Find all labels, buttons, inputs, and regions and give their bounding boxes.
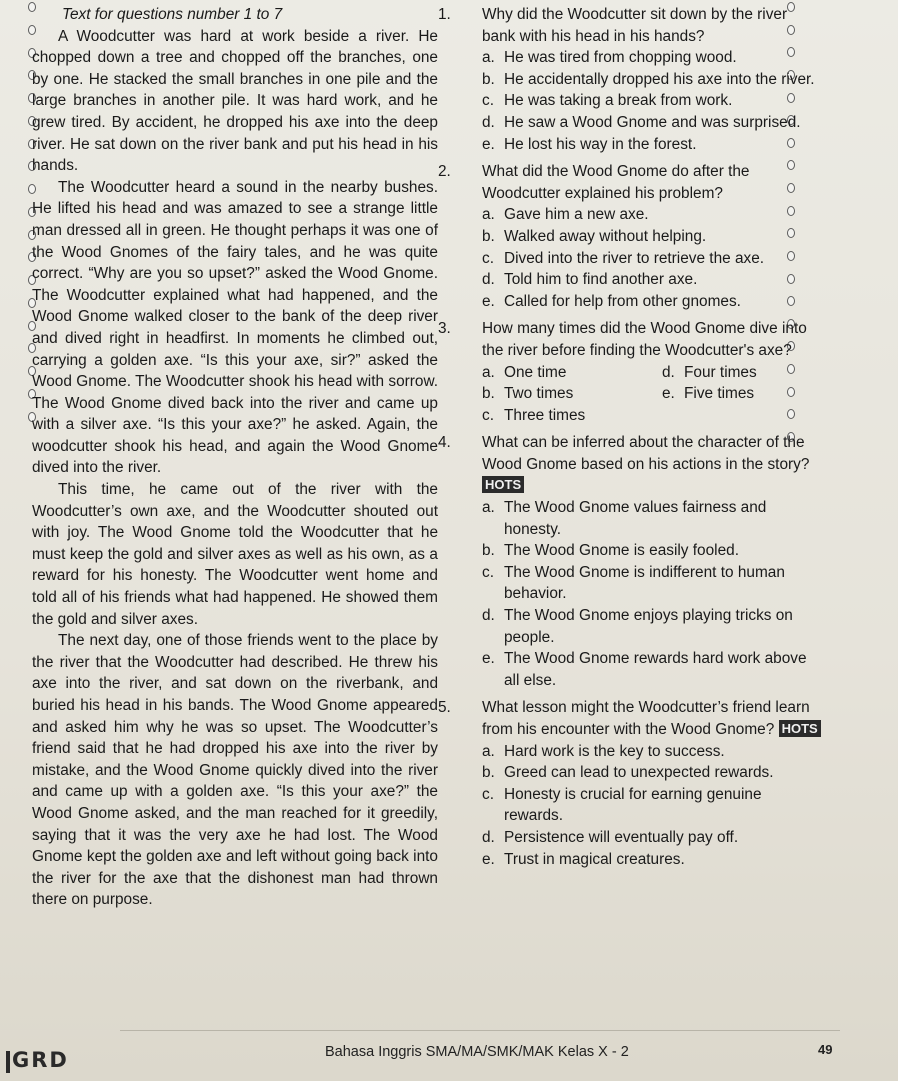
option: c. Three times	[482, 406, 586, 424]
options-list	[482, 497, 824, 691]
question-text-wrapper	[482, 432, 824, 497]
option: c. Honesty is crucial for earning genuine rewards.	[482, 785, 762, 825]
option: d. Four times	[662, 363, 757, 381]
book-title: Bahasa Inggris SMA/MA/SMK/MAK Kelas X - 2	[325, 1044, 629, 1060]
question-3	[438, 318, 824, 361]
option: a. The Wood Gnome values fairness and honesty.	[482, 499, 767, 538]
option: e. Called for help from other gnomes.	[482, 292, 741, 310]
option: c. He was taking a break from work.	[482, 92, 733, 110]
question-5	[438, 697, 824, 740]
option: d. Told him to find another axe.	[482, 271, 698, 289]
hots-badge: HOTS	[482, 476, 524, 493]
logo-bar-icon	[6, 1051, 10, 1073]
question-4	[438, 432, 824, 497]
question-number: 5.	[438, 699, 451, 717]
question-number: 2.	[438, 163, 451, 181]
question-number: 3.	[438, 320, 451, 338]
publisher-logo: GRD	[12, 1048, 69, 1072]
option: d. The Wood Gnome enjoys playing tricks on people.	[482, 607, 793, 646]
option: a. He was tired from chopping wood.	[482, 49, 737, 67]
page-footer	[0, 1034, 898, 1081]
story-paragraph: This time, he came out of the river with the Woodcutter’s own axe, and the Woodcutter shouted out with joy. The Wood Gnome told the Woodcutter that he must keep the gold and silver axes as well as his own, as a reward for his honesty. The Woodcutter went home and told all of his friends what had happened. He showed them the gold and silver axes.	[32, 481, 438, 628]
options-list	[482, 47, 824, 155]
story-paragraph: The next day, one of those friends went to the place by the river that the Woodcutter had described. He threw his axe into the river, and sat down on the riverbank, and buried his head in his bands. The Wood Gnome appeared and asked him why he was so upset. The Woodcutter’s friend said that he had dropped his axe into the river by mistake, and the Wood Gnome quickly dived into the river and came up with a golden axe. “Is this your axe?” the Wood Gnome asked, and the man reached for it greedily, saying that it was the very axe he had lost. The Wood Gnome kept the golden axe and left without going back into the river for the axe that the dishonest man had thrown there on purpose.	[32, 632, 438, 909]
footer-divider	[120, 1030, 840, 1031]
section-heading: Text for questions number 1 to 7	[62, 6, 283, 23]
options-list	[482, 741, 824, 871]
question-text: What can be inferred about the character of the Wood Gnome based on his actions in the story?	[482, 434, 810, 473]
page-number: 49	[818, 1042, 833, 1057]
option: a. Hard work is the key to success.	[482, 742, 725, 760]
option: e. Trust in magical creatures.	[482, 850, 685, 868]
question-text: What did the Wood Gnome do after the Woodcutter explained his problem?	[482, 163, 750, 202]
question-text: What lesson might the Woodcutter’s friend learn from his encounter with the Wood Gnome?	[482, 699, 810, 738]
option: d. He saw a Wood Gnome and was surprised.	[482, 113, 801, 131]
option: c. The Wood Gnome is indifferent to human behavior.	[482, 563, 785, 603]
option: b. The Wood Gnome is easily fooled.	[482, 542, 739, 560]
option: b. Two times	[482, 385, 574, 403]
option: d. Persistence will eventually pay off.	[482, 828, 739, 846]
option: e. Five times	[662, 385, 755, 403]
question-text-wrapper	[482, 697, 824, 740]
question-number: 1.	[438, 6, 451, 23]
questions-column	[438, 4, 824, 876]
question-1	[438, 4, 824, 47]
option: a. Gave him a new axe.	[482, 206, 649, 224]
story-paragraph: A Woodcutter was hard at work beside a river. He chopped down a tree and chopped off the branches, one by one. He stacked the small branches in one pile and the large branches in another pile. It was hard work, and he grew tired. By accident, he dropped his axe into the deep river. He sat down on the river bank and put his head in his hands.	[32, 27, 438, 175]
option: e. He lost his way in the forest.	[482, 135, 697, 153]
question-text: Why did the Woodcutter sit down by the river bank with his head in his hands?	[482, 6, 788, 45]
options-list	[482, 362, 824, 427]
story-column	[32, 4, 438, 911]
question-number: 4.	[438, 434, 451, 452]
option: b. Walked away without helping.	[482, 227, 707, 245]
option: e. The Wood Gnome rewards hard work above all else.	[482, 650, 807, 689]
options-list	[482, 204, 824, 312]
option: a. One time	[482, 363, 567, 381]
option: c. Dived into the river to retrieve the axe.	[482, 249, 765, 267]
question-2	[438, 161, 824, 204]
hots-badge: HOTS	[779, 720, 821, 737]
option: b. Greed can lead to unexpected rewards.	[482, 764, 774, 782]
story-paragraph: The Woodcutter heard a sound in the nearby bushes. He lifted his head and was amazed to see a strange little man dressed all in green. He thought perhaps it was one of the Wood Gnomes of the fairy tales, and he was quite correct. “Why are you so upset?” asked the Wood Gnome. The Woodcutter explained what had happened, and the Wood Gnome walked closer to the bank of the deep river and dived right in headfirst. In moments he climbed out, carrying a golden axe. “Is this your axe, sir?” asked the Wood Gnome. The Woodcutter shook his head with sorrow. The Wood Gnome dived back into the river and came up with a silver axe. “Is this your axe?” he asked. Again, the woodcutter shook his head, and again the Wood Gnome dived into the river.	[32, 178, 438, 477]
option: b. He accidentally dropped his axe into the river.	[482, 70, 815, 88]
question-text: How many times did the Wood Gnome dive into the river before finding the Woodcutter's axe?	[482, 320, 807, 359]
